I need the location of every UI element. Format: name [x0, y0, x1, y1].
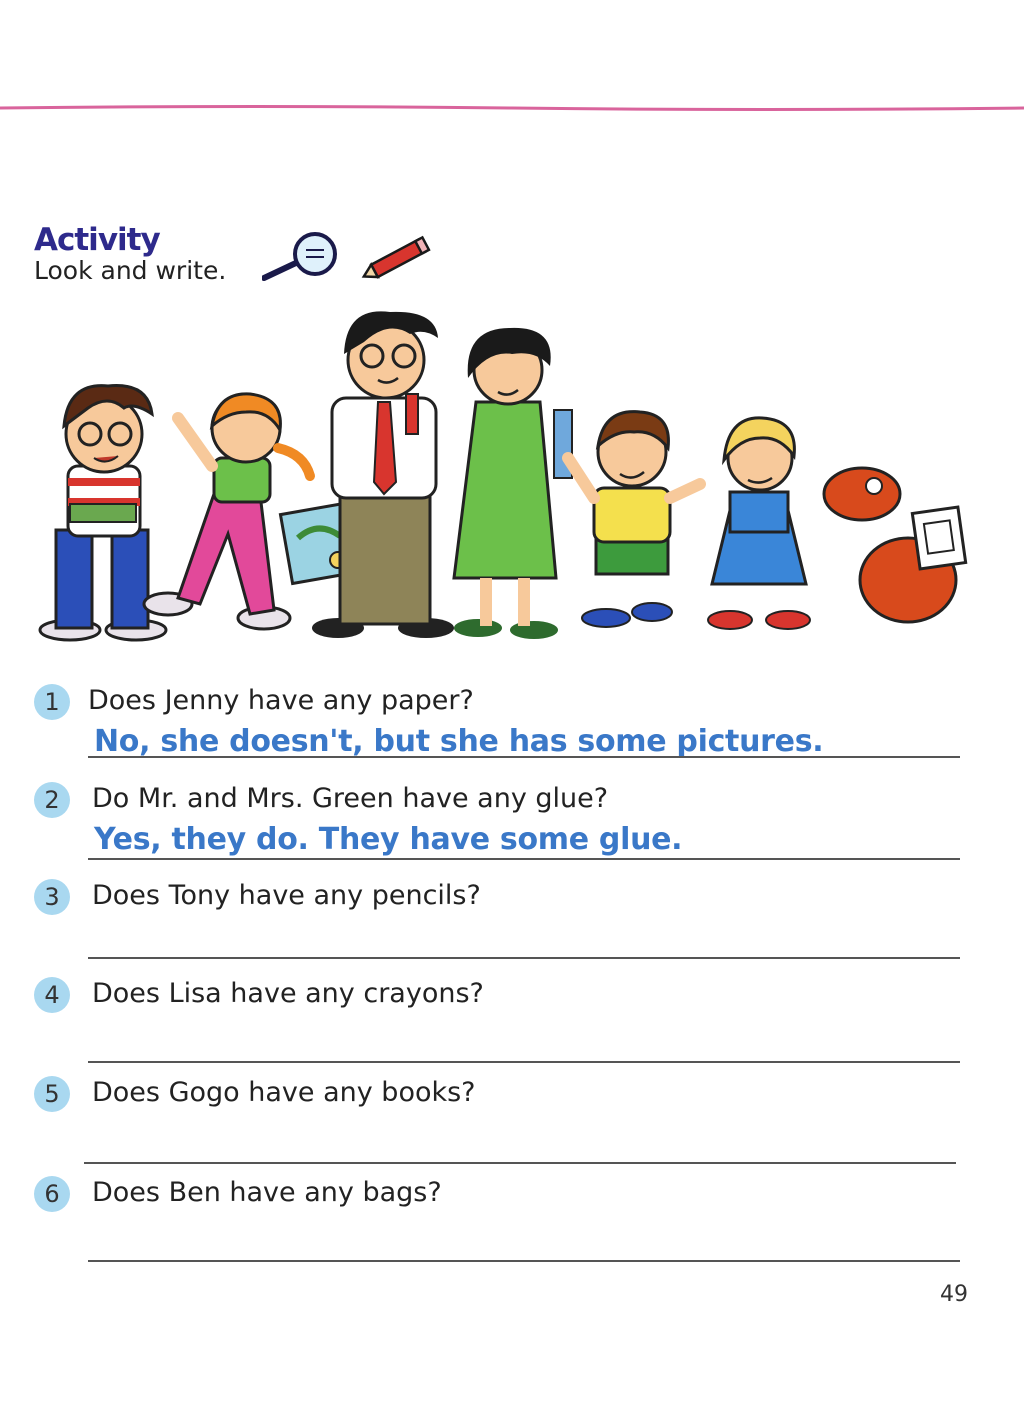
character-tony	[568, 412, 700, 627]
question-text: Do Mr. and Mrs. Green have any glue?	[92, 783, 609, 814]
answer-line[interactable]	[88, 957, 960, 959]
answer-line[interactable]	[88, 858, 960, 860]
question-number-badge: 6	[34, 1176, 70, 1212]
magnifier-icon	[264, 234, 335, 278]
activity-title: Activity	[34, 222, 160, 258]
question-number-badge: 4	[34, 977, 70, 1013]
activity-instruction: Look and write.	[34, 256, 227, 285]
answer-text: No, she doesn't, but she has some pictures.	[94, 724, 824, 759]
activity-header	[34, 222, 226, 286]
question-number-badge: 1	[34, 684, 70, 720]
question-text: Does Ben have any bags?	[92, 1177, 442, 1208]
question-number-badge: 3	[34, 879, 70, 915]
answer-line[interactable]	[84, 1162, 956, 1164]
tool-icons	[262, 232, 432, 282]
question-text: Does Gogo have any books?	[92, 1077, 476, 1108]
character-jenny	[144, 394, 362, 629]
question-text: Does Lisa have any crayons?	[92, 978, 484, 1009]
question-number-badge: 5	[34, 1076, 70, 1112]
top-rule	[0, 104, 1024, 112]
character-lisa	[708, 418, 810, 629]
question-text: Does Jenny have any paper?	[88, 685, 474, 716]
answer-line[interactable]	[88, 1061, 960, 1063]
answer-line[interactable]	[88, 1260, 960, 1262]
question-number-badge: 2	[34, 782, 70, 818]
character-gogo	[824, 468, 966, 622]
page-number: 49	[940, 1282, 968, 1307]
answer-line[interactable]	[88, 756, 960, 758]
character-mrs-green	[454, 328, 572, 639]
pencil-icon	[361, 237, 429, 282]
answer-text: Yes, they do. They have some glue.	[94, 822, 683, 857]
question-text: Does Tony have any pencils?	[92, 880, 481, 911]
characters-illustration	[28, 298, 988, 648]
character-mr-green	[312, 311, 454, 638]
